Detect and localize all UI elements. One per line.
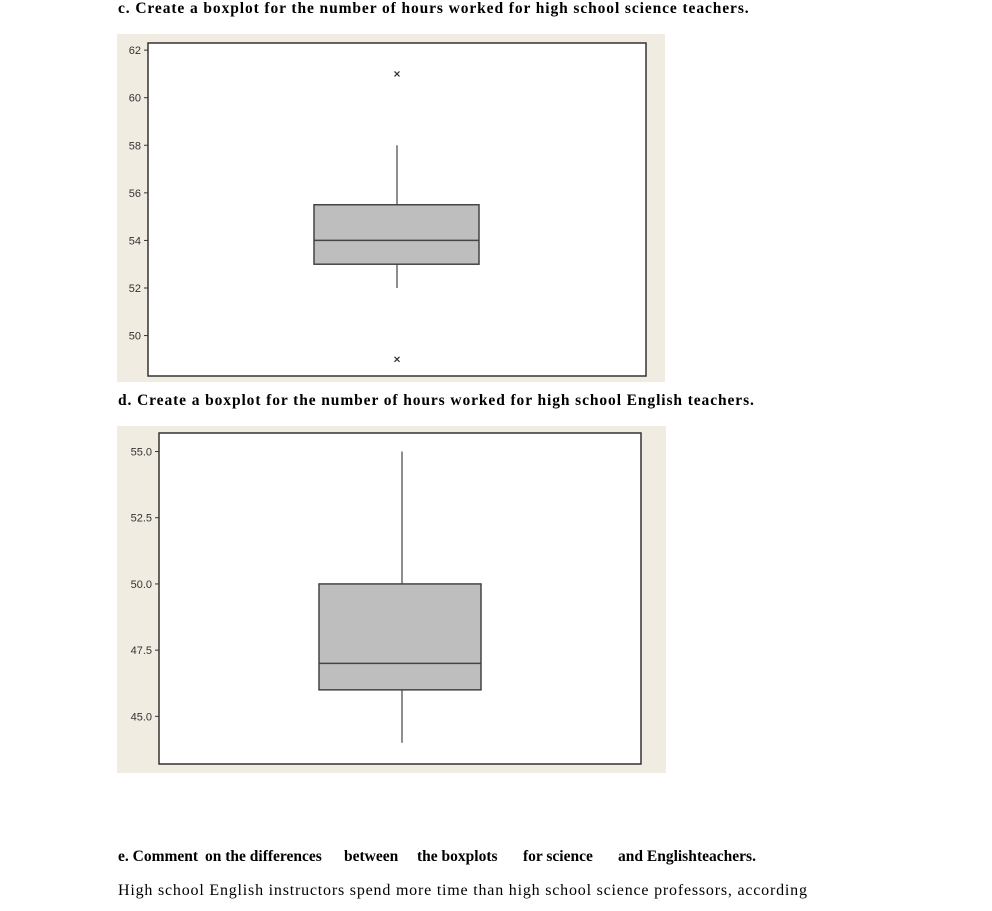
heading-word: between <box>344 848 399 865</box>
y-tick-label: 60 <box>128 92 141 105</box>
y-tick-label: 52 <box>128 282 141 295</box>
y-tick-label: 52.5 <box>130 512 152 525</box>
y-tick-label: 47.5 <box>130 645 152 658</box>
y-tick-label: 45.0 <box>130 711 152 724</box>
heading-word: for science <box>523 848 593 865</box>
section-e-heading <box>118 848 756 866</box>
section-d-heading: d. Create a boxplot for the number of hours worked for high school English teachers. <box>118 392 755 409</box>
y-tick-label: 58 <box>128 140 141 153</box>
science-boxplot-chart <box>117 34 665 382</box>
answer-text: High school English instructors spend more time than high school science professors, according <box>118 882 808 899</box>
english-boxplot-svg <box>117 426 666 773</box>
y-tick-label: 50.0 <box>130 578 152 591</box>
y-tick-label: 54 <box>128 235 141 248</box>
english-boxplot-chart <box>117 426 666 773</box>
y-tick-label: 50 <box>128 330 141 343</box>
y-tick-label: 56 <box>128 187 141 200</box>
y-tick-label: 55.0 <box>130 446 152 459</box>
heading-word: the boxplots <box>417 848 498 865</box>
heading-word: and English <box>618 848 697 865</box>
iqr-box <box>319 584 481 690</box>
heading-word: e. Comment <box>118 848 199 865</box>
y-tick-label: 62 <box>128 45 141 58</box>
iqr-box <box>314 205 479 264</box>
heading-word: on the differences <box>205 848 322 865</box>
science-boxplot-svg <box>117 34 665 382</box>
section-c-heading: c. Create a boxplot for the number of hours worked for high school science teachers. <box>118 0 750 17</box>
heading-word: teachers. <box>697 848 756 865</box>
